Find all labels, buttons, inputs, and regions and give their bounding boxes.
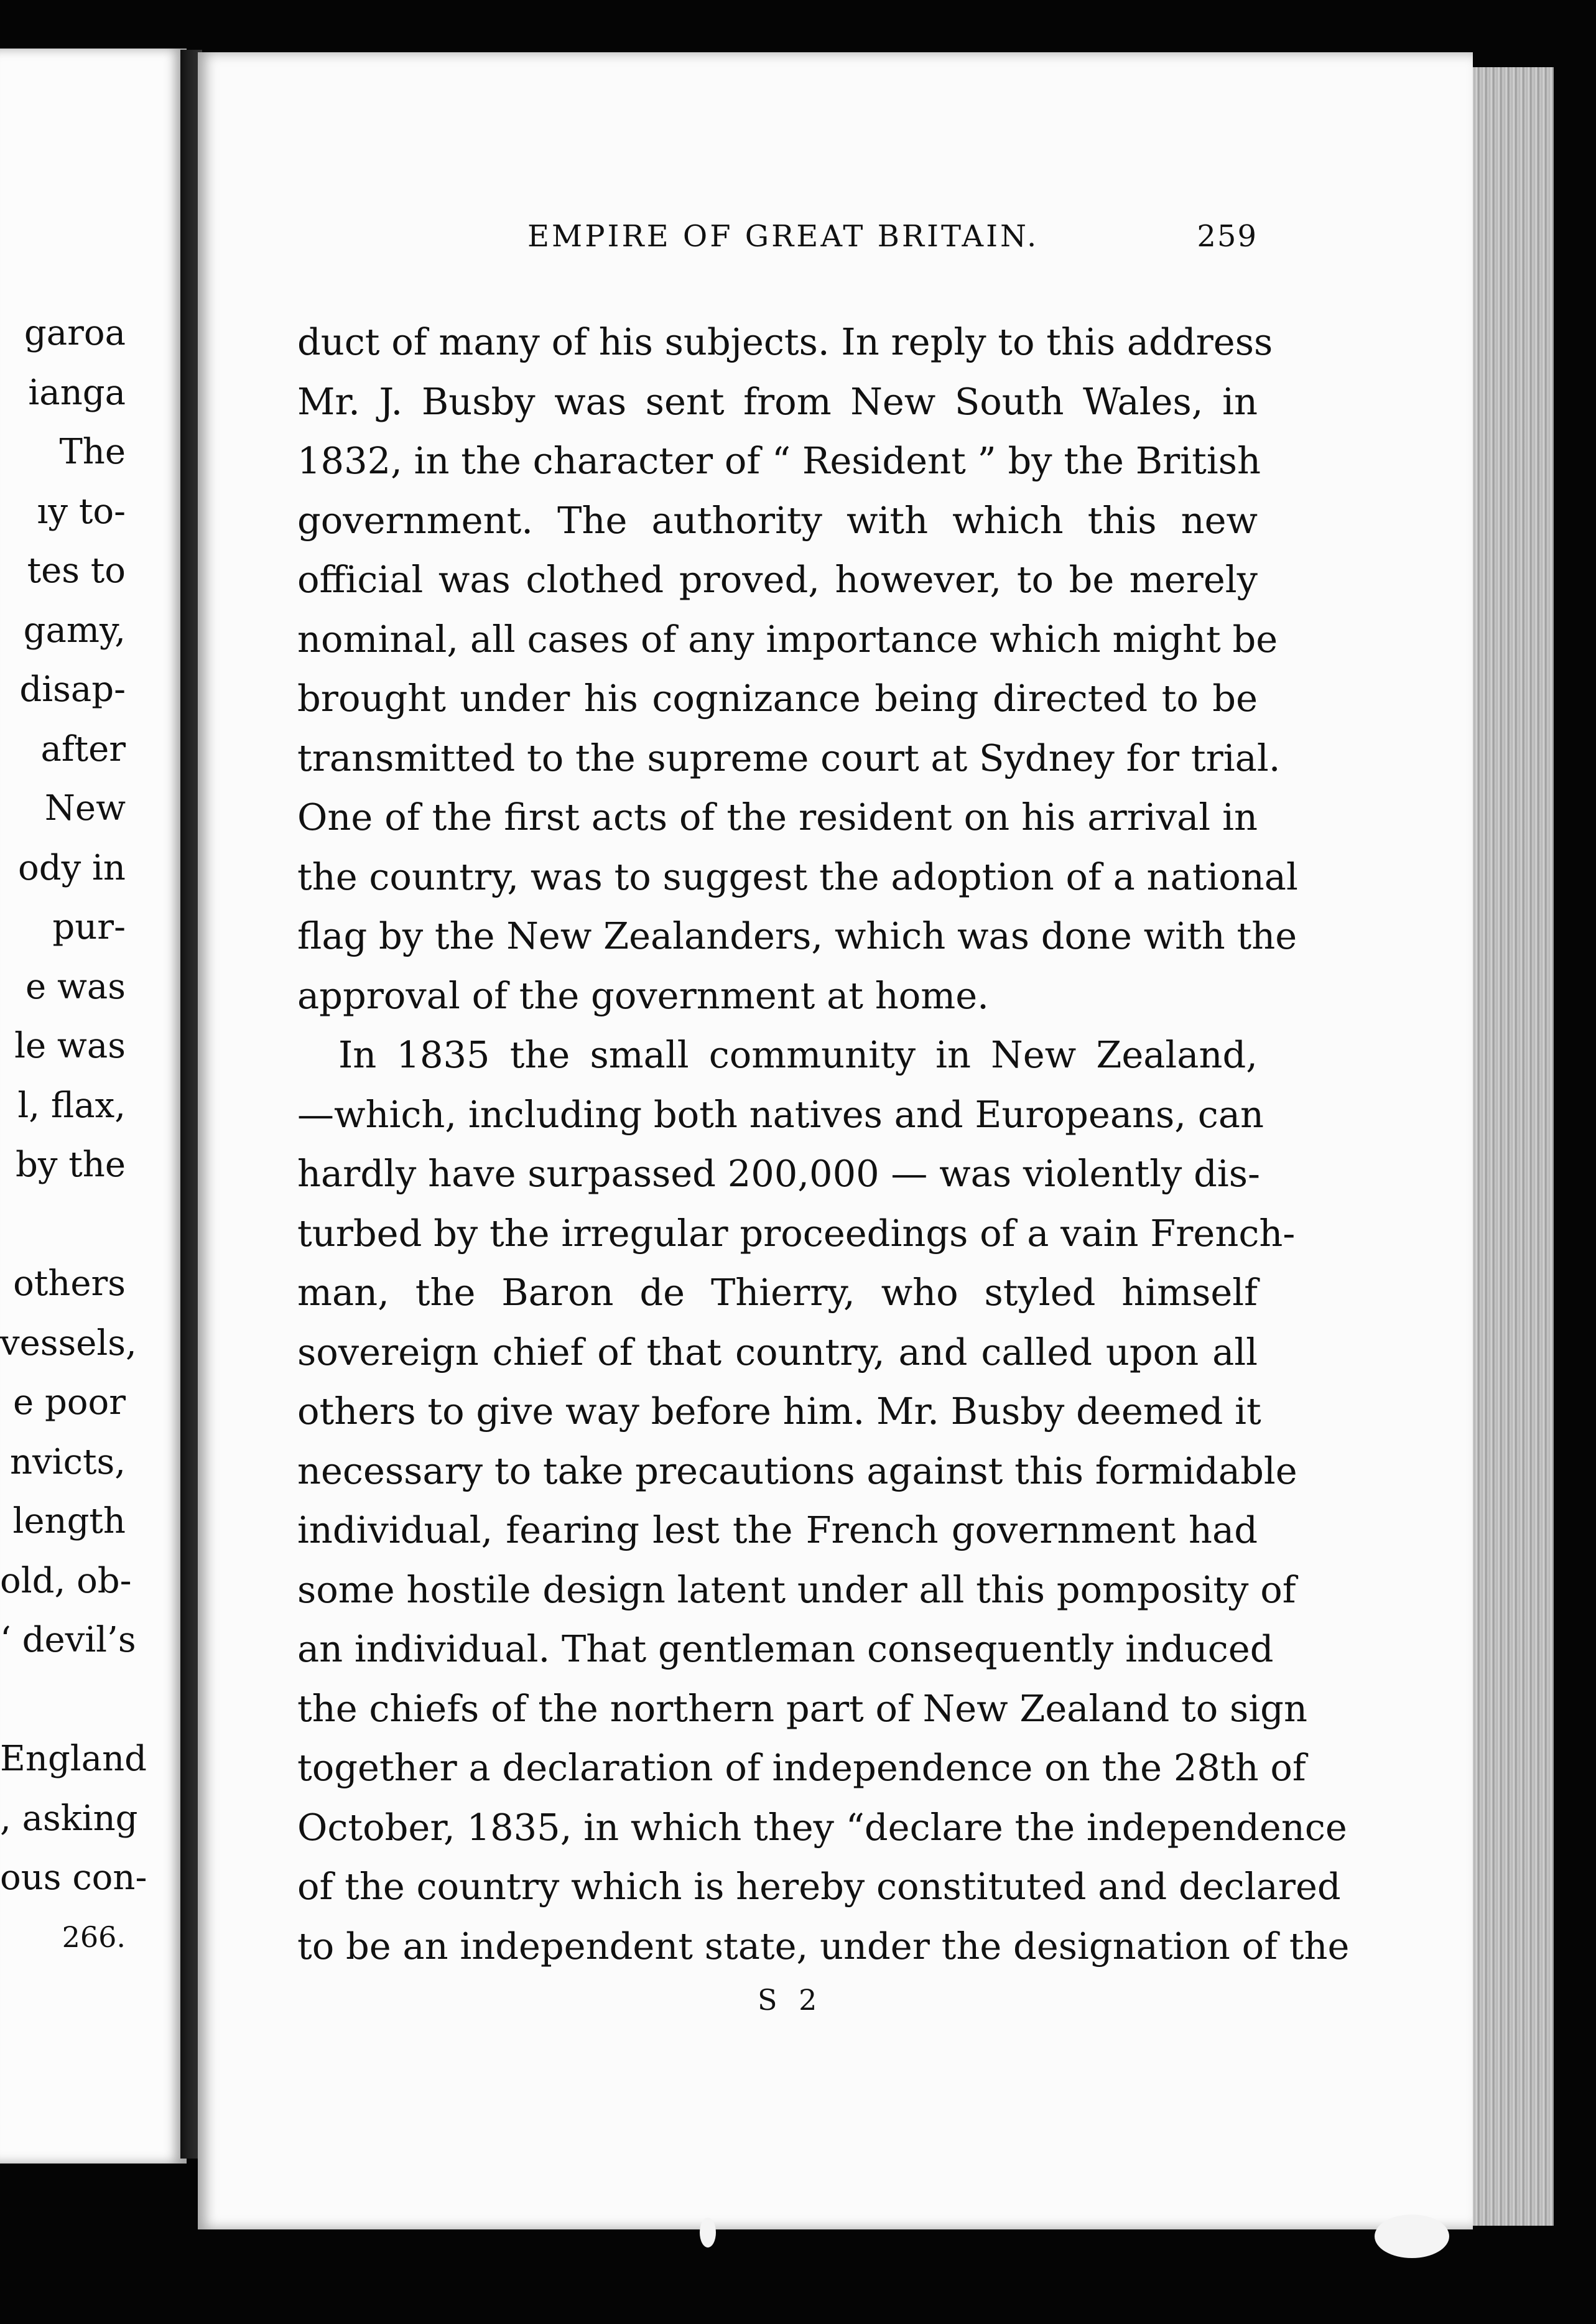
- text-line: flag by the New Zealanders, which was done with the: [297, 914, 1297, 957]
- text-line: others to give way before him. Mr. Busby deemed it: [297, 1390, 1261, 1433]
- facing-page-line: ody in: [18, 847, 126, 888]
- facing-page-line: old, ob-: [0, 1560, 132, 1601]
- facing-page-line: gamy,: [23, 610, 126, 651]
- facing-page-line: [0, 1195, 126, 1255]
- text-line: man, the Baron de Thierry, who styled himself: [297, 1271, 1258, 1314]
- facing-page-line: others: [13, 1263, 126, 1304]
- scan-speck: [700, 2218, 716, 2247]
- text-line: sovereign chief of that country, and called upon all: [297, 1330, 1258, 1373]
- text-line: brought under his cognizance being directed to be: [297, 677, 1258, 720]
- facing-page-line: le was: [14, 1026, 126, 1066]
- text-line: of the country which is hereby constituted and declared: [297, 1865, 1341, 1908]
- facing-page-line: ous con-: [0, 1857, 147, 1898]
- text-line: necessary to take precautions against this formidable: [297, 1449, 1297, 1492]
- running-title: EMPIRE OF GREAT BRITAIN.: [527, 219, 1039, 254]
- facing-page-line: after: [40, 728, 126, 769]
- facing-page-line: nvicts,: [9, 1441, 126, 1482]
- signature-mark: S 2: [758, 1983, 824, 2017]
- facing-page-line: The: [59, 432, 126, 472]
- text-line: nominal, all cases of any importance which might be: [297, 617, 1278, 661]
- facing-page-line: e poor: [13, 1382, 126, 1423]
- facing-page-line: by the: [16, 1145, 126, 1185]
- text-line: to be an independent state, under the designation of the: [297, 1924, 1350, 1968]
- page-stack-edge: [1473, 67, 1554, 2226]
- text-line: hardly have surpassed 200,000 — was violently dis-: [297, 1152, 1260, 1195]
- facing-page-text: [0, 304, 147, 1967]
- facing-page-line: England: [0, 1739, 147, 1779]
- facing-page-line: l, flax,: [17, 1085, 126, 1126]
- facing-page-line: [0, 1670, 126, 1730]
- text-line: duct of many of his subjects. In reply to this address: [297, 320, 1273, 363]
- facing-page-line: vessels,: [0, 1322, 137, 1364]
- facing-page-line: tes to: [27, 551, 126, 591]
- scan-speck: [1375, 2215, 1449, 2258]
- text-line: official was clothed proved, however, to be merely: [297, 558, 1258, 601]
- facing-page-line: , asking: [0, 1798, 138, 1839]
- body-text: [297, 312, 1350, 1976]
- text-line: 1832, in the character of “ Resident ” by the British: [297, 439, 1261, 482]
- text-line: transmitted to the supreme court at Sydney for trial.: [297, 736, 1281, 779]
- facing-page-line: ‘ devil’s: [0, 1620, 136, 1660]
- running-head: [297, 219, 1258, 256]
- facing-page-line: 266.: [62, 1920, 126, 1954]
- facing-page-line: New: [44, 788, 126, 829]
- facing-page-line: ianga: [28, 372, 126, 413]
- facing-page-line: garoa: [24, 313, 126, 353]
- text-line: together a declaration of independence on the 28th of: [297, 1746, 1306, 1789]
- text-line: individual, fearing lest the French government had: [297, 1508, 1258, 1551]
- facing-page-line: length: [12, 1501, 126, 1541]
- facing-page-line: disap-: [19, 669, 126, 710]
- text-line: October, 1835, in which they “declare the independence: [297, 1805, 1347, 1849]
- facing-page-line: pur-: [52, 907, 126, 947]
- text-line: approval of the government at home.: [297, 974, 989, 1017]
- facing-page-line: ıy to-: [37, 491, 126, 532]
- text-line: One of the first acts of the resident on his arrival in: [297, 796, 1258, 839]
- text-line: government. The authority with which this new: [297, 498, 1258, 542]
- text-line: Mr. J. Busby was sent from New South Wales, in: [297, 379, 1258, 423]
- text-line: the chiefs of the northern part of New Zealand to sign: [297, 1686, 1307, 1730]
- page-number: 259: [1197, 219, 1258, 254]
- facing-page-line: e was: [26, 966, 126, 1007]
- text-line: some hostile design latent under all this pomposity of: [297, 1568, 1296, 1611]
- text-line: In 1835 the small community in New Zealand,: [338, 1033, 1258, 1076]
- text-line: an individual. That gentleman consequently induced: [297, 1627, 1274, 1670]
- text-line: turbed by the irregular proceedings of a vain French-: [297, 1211, 1296, 1255]
- text-line: —which, including both natives and Europeans, can: [297, 1092, 1264, 1136]
- text-line: the country, was to suggest the adoption of a national: [297, 855, 1298, 898]
